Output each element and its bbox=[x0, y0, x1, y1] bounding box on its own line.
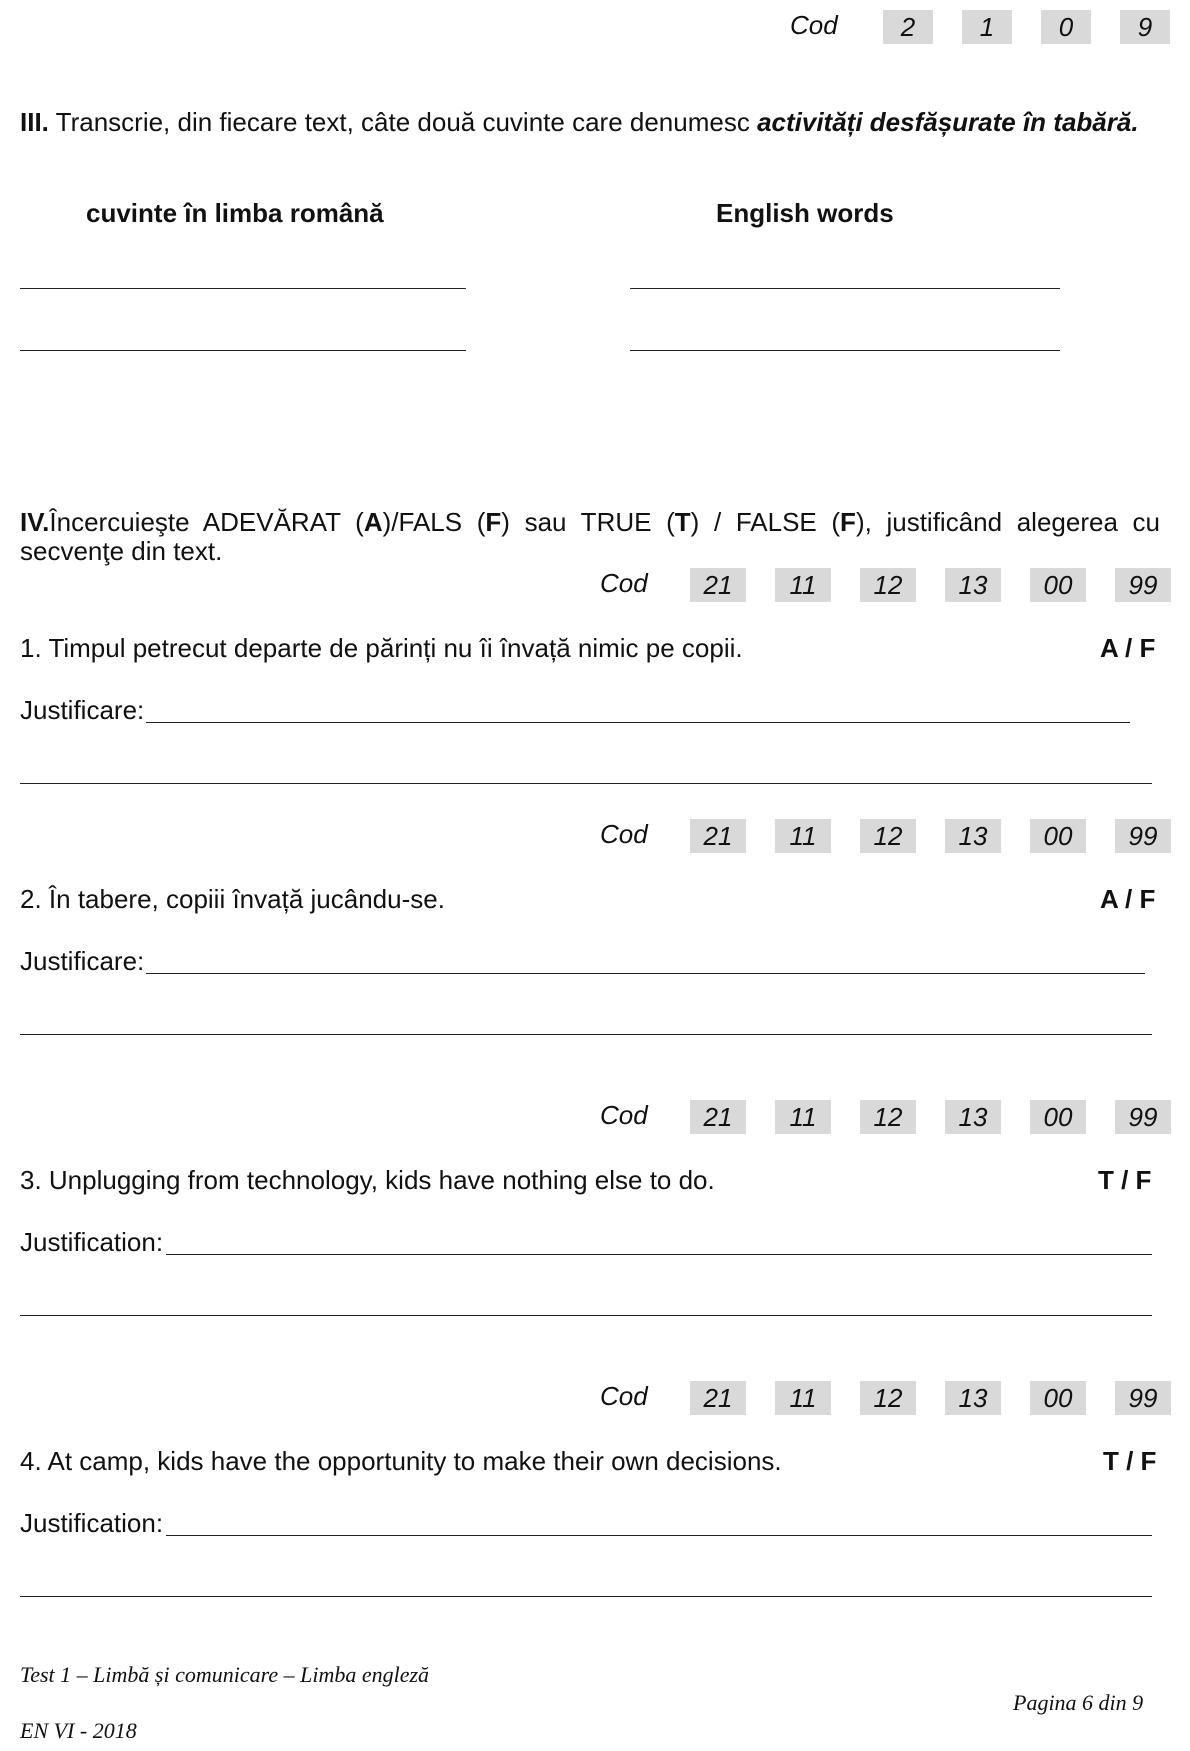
section-iv-text-5: ), justificând alegerea cu bbox=[855, 507, 1161, 537]
footer-test-title: Test 1 – Limbă și comunicare – Limba engleză bbox=[20, 1662, 430, 1687]
footer-exam-code: EN VI - 2018 bbox=[20, 1718, 137, 1743]
item-1-cod-21: 21 bbox=[690, 568, 746, 602]
top-cod-box-2: 1 bbox=[962, 10, 1012, 44]
item-4-justify-label: Justification: bbox=[20, 1508, 164, 1538]
item-2-statement: 2. În tabere, copiii învață jucându-se. bbox=[20, 884, 445, 914]
item-4-justify-line-1[interactable] bbox=[166, 1535, 1152, 1536]
item-3-choice[interactable]: T / F bbox=[1098, 1165, 1152, 1195]
item-2-justify-line-2[interactable] bbox=[20, 1034, 1152, 1035]
item-3-justify-label: Justification: bbox=[20, 1227, 164, 1257]
item-2-cod-12: 12 bbox=[860, 819, 916, 853]
answer-line-ro-1[interactable] bbox=[20, 288, 466, 289]
section-iv-text-1: Încercuieşte ADEVĂRAT ( bbox=[49, 507, 364, 537]
item-2-justify-label: Justificare: bbox=[20, 946, 145, 976]
section-iv-instruction bbox=[20, 507, 1160, 567]
item-1-justify-line-1[interactable] bbox=[146, 722, 1130, 723]
section-iv-number: IV. bbox=[20, 507, 50, 537]
item-1-justify-label: Justificare: bbox=[20, 695, 145, 725]
item-3-cod-00: 00 bbox=[1030, 1100, 1086, 1134]
item-1-cod-label: Cod bbox=[600, 568, 648, 598]
item-3-justify-line-2[interactable] bbox=[20, 1315, 1152, 1316]
item-1-cod-12: 12 bbox=[860, 568, 916, 602]
item-1-cod-11: 11 bbox=[775, 568, 831, 602]
item-1-cod-13: 13 bbox=[945, 568, 1001, 602]
item-1-justify-line-2[interactable] bbox=[20, 783, 1152, 784]
item-2-justify-line-1[interactable] bbox=[146, 973, 1145, 974]
item-3-cod-label: Cod bbox=[600, 1100, 648, 1130]
section-iv-a: A bbox=[363, 507, 383, 537]
section-iii-text: Transcrie, din fiecare text, câte două cuvinte care denumesc bbox=[55, 107, 758, 137]
item-3-cod-21: 21 bbox=[690, 1100, 746, 1134]
column-english-header: English words bbox=[716, 198, 894, 228]
item-3-cod-13: 13 bbox=[945, 1100, 1001, 1134]
section-iii-instruction bbox=[20, 107, 1160, 138]
section-iv-t: T bbox=[674, 507, 691, 537]
item-4-cod-99: 99 bbox=[1115, 1381, 1171, 1415]
section-iv-f2: F bbox=[840, 507, 856, 537]
item-4-cod-13: 13 bbox=[945, 1381, 1001, 1415]
item-4-cod-21: 21 bbox=[690, 1381, 746, 1415]
item-3-cod-99: 99 bbox=[1115, 1100, 1171, 1134]
footer-page-number: Pagina 6 din 9 bbox=[1013, 1690, 1144, 1715]
item-4-choice[interactable]: T / F bbox=[1103, 1446, 1157, 1476]
item-2-cod-00: 00 bbox=[1030, 819, 1086, 853]
answer-line-en-1[interactable] bbox=[630, 288, 1060, 289]
section-iv-text-4: ) / FALSE ( bbox=[690, 507, 841, 537]
item-4-cod-12: 12 bbox=[860, 1381, 916, 1415]
item-2-cod-label: Cod bbox=[600, 819, 648, 849]
answer-line-en-2[interactable] bbox=[630, 350, 1060, 351]
section-iv-f1: F bbox=[485, 507, 502, 537]
section-iii-emphasis: activități desfășurate în tabără. bbox=[757, 107, 1139, 137]
item-2-cod-99: 99 bbox=[1115, 819, 1171, 853]
item-2-cod-13: 13 bbox=[945, 819, 1001, 853]
item-1-statement: 1. Timpul petrecut departe de părinți nu îi învață nimic pe copii. bbox=[20, 633, 743, 663]
item-3-statement: 3. Unplugging from technology, kids have nothing else to do. bbox=[20, 1165, 715, 1195]
section-iv-text-line2: secvenţe din text. bbox=[20, 536, 223, 566]
item-4-justify-line-2[interactable] bbox=[20, 1596, 1152, 1597]
section-iv-text-3: ) sau TRUE ( bbox=[501, 507, 675, 537]
top-cod-label: Cod bbox=[790, 10, 838, 40]
item-4-cod-00: 00 bbox=[1030, 1381, 1086, 1415]
column-romanian-header: cuvinte în limba română bbox=[86, 198, 384, 228]
item-2-cod-21: 21 bbox=[690, 819, 746, 853]
item-4-statement: 4. At camp, kids have the opportunity to make their own decisions. bbox=[20, 1446, 782, 1476]
item-3-cod-11: 11 bbox=[775, 1100, 831, 1134]
item-2-choice[interactable]: A / F bbox=[1100, 884, 1156, 914]
top-cod-box-4: 9 bbox=[1120, 10, 1170, 44]
item-4-cod-label: Cod bbox=[600, 1381, 648, 1411]
section-iv-text-2: )/FALS ( bbox=[382, 507, 486, 537]
section-iii-number: III. bbox=[20, 107, 49, 137]
item-2-cod-11: 11 bbox=[775, 819, 831, 853]
item-1-cod-99: 99 bbox=[1115, 568, 1171, 602]
item-3-justify-line-1[interactable] bbox=[166, 1254, 1152, 1255]
answer-line-ro-2[interactable] bbox=[20, 350, 466, 351]
top-cod-box-1: 2 bbox=[883, 10, 933, 44]
item-1-cod-00: 00 bbox=[1030, 568, 1086, 602]
item-1-choice[interactable]: A / F bbox=[1100, 633, 1156, 663]
top-cod-box-3: 0 bbox=[1041, 10, 1091, 44]
item-4-cod-11: 11 bbox=[775, 1381, 831, 1415]
item-3-cod-12: 12 bbox=[860, 1100, 916, 1134]
